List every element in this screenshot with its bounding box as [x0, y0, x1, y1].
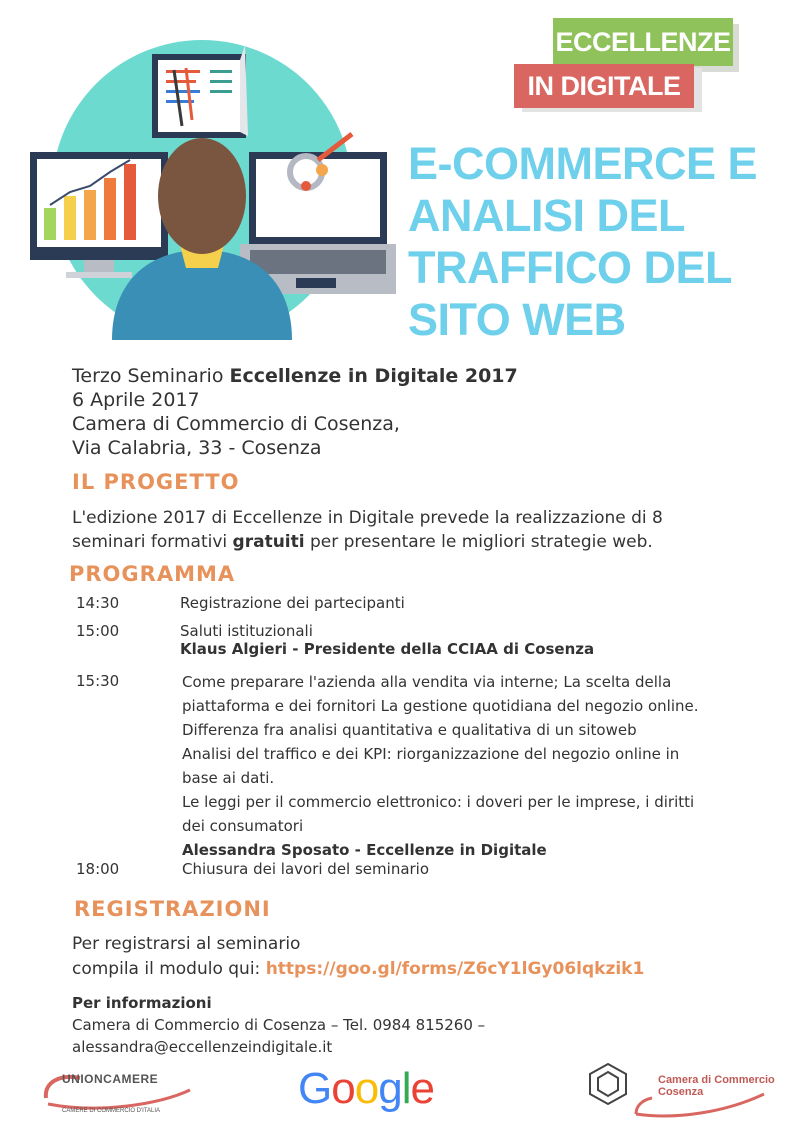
title-line: TRAFFICO DEL	[408, 242, 732, 293]
contact-info	[72, 992, 485, 1058]
schedule-time: 14:30	[76, 594, 120, 612]
document-icon	[152, 45, 248, 138]
title-line: E-COMMERCE E	[408, 138, 758, 189]
registrazioni-heading: REGISTRAZIONI	[74, 897, 271, 921]
badge-eccellenze: ECCELLENZE	[553, 18, 733, 66]
programma-heading: PROGRAMMA	[69, 562, 236, 586]
progetto-line: L'edizione 2017 di Eccellenze in Digitale prevede la realizzazione di 8	[72, 508, 663, 528]
schedule-item-details	[182, 670, 699, 862]
camera-line: Cosenza	[658, 1086, 704, 1098]
seminar-name: Eccellenze in Digitale 2017	[229, 365, 518, 387]
schedule-line: Le leggi per il commercio elettronico: i doveri per le imprese, i diritti	[182, 793, 695, 811]
schedule-line: Come preparare l'azienda alla vendita via interne; La scelta della	[182, 673, 672, 691]
progetto-line	[72, 530, 772, 554]
unioncamere-sub: CAMERE DI COMMERCIO D'ITALIA	[62, 1108, 161, 1114]
progetto-text-part: seminari formativi	[72, 532, 233, 552]
schedule-time: 15:00	[76, 622, 120, 640]
registration-form-link[interactable]: https://goo.gl/forms/Z6cY1lGy06lqkzik1	[265, 959, 645, 979]
schedule-item: Saluti istituzionali	[180, 622, 313, 640]
event-intro	[72, 364, 518, 460]
info-heading: Per informazioni	[72, 994, 212, 1012]
camera-commercio-label	[658, 1074, 775, 1098]
schedule-time: 18:00	[76, 860, 120, 878]
progetto-bold: gratuiti	[232, 532, 305, 552]
registrazioni-line: Per registrarsi al seminario	[72, 934, 301, 954]
progetto-text	[72, 506, 772, 554]
contact-email[interactable]: alessandra@eccellenzeindigitale.it	[72, 1038, 333, 1056]
registrazioni-prefix: compila il modulo qui:	[72, 959, 266, 979]
unioncamere-logo	[40, 1068, 220, 1118]
seminar-line	[72, 364, 518, 388]
seminar-prefix: Terzo Seminario	[72, 365, 230, 387]
progetto-heading: IL PROGETTO	[72, 470, 240, 494]
progetto-text-part: per presentare le migliori strategie web.	[304, 532, 653, 552]
schedule-line: Differenza fra analisi quantitativa e qualitativa di un sitoweb	[182, 721, 637, 739]
chart-monitor-icon	[30, 152, 168, 278]
title-line: ANALISI DEL	[408, 190, 686, 241]
schedule-line: piattaforma e dei fornitori La gestione quotidiana del negozio online.	[182, 697, 699, 715]
unioncamere-label: UNIONCAMERE	[62, 1072, 159, 1086]
page-title	[408, 138, 788, 346]
event-address: Via Calabria, 33 - Cosenza	[72, 437, 322, 459]
schedule-line: base ai dati.	[182, 769, 275, 787]
schedule-speaker: Klaus Algieri - Presidente della CCIAA di Cosenza	[180, 640, 595, 658]
registrazioni-line	[72, 957, 644, 982]
registrazioni-text	[72, 932, 644, 982]
title-line: SITO WEB	[408, 294, 626, 345]
schedule-speaker: Alessandra Sposato - Eccellenze in Digitale	[182, 841, 547, 859]
schedule-line: dei consumatori	[182, 817, 304, 835]
schedule-line: Analisi del traffico e dei KPI: riorganizzazione del negozio online in	[182, 745, 680, 763]
camera-line: Camera di Commercio	[658, 1074, 775, 1086]
event-date: 6 Aprile 2017	[72, 389, 200, 411]
schedule-item: Registrazione dei partecipanti	[180, 594, 405, 612]
schedule-time: 15:30	[76, 672, 120, 690]
event-venue: Camera di Commercio di Cosenza,	[72, 413, 400, 435]
schedule-item: Chiusura dei lavori del seminario	[182, 860, 430, 878]
google-logo: Google	[298, 1064, 434, 1113]
badge-in-digitale: IN DIGITALE	[514, 64, 694, 108]
camera-commercio-logo	[586, 1062, 776, 1122]
info-line: Camera di Commercio di Cosenza – Tel. 0984 815260 –	[72, 1016, 486, 1034]
hero-illustration	[30, 40, 400, 340]
